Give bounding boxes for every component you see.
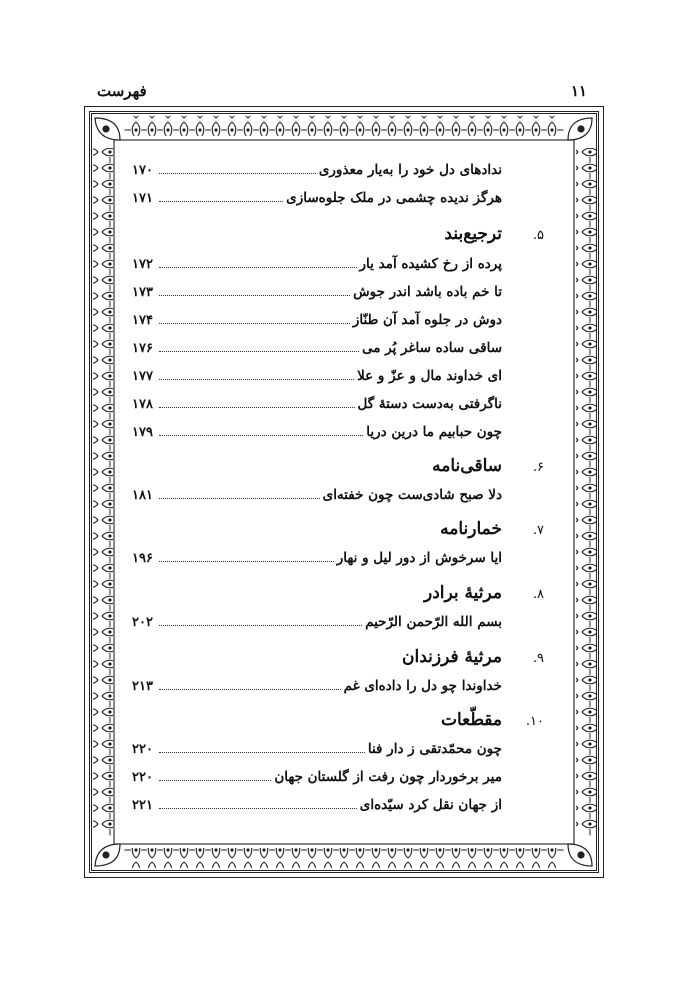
toc-entry[interactable] — [132, 284, 502, 306]
toc-entry[interactable] — [132, 678, 502, 700]
dot-leader — [159, 771, 271, 781]
section-number: ۵. — [532, 228, 544, 243]
toc-entry-page: ۱۷۹ — [132, 425, 153, 440]
toc-entry-page: ۲۱۳ — [132, 679, 153, 694]
toc-entry-page: ۲۲۰ — [132, 770, 153, 785]
toc-entry[interactable] — [132, 368, 502, 390]
toc-section-heading[interactable] — [132, 224, 544, 250]
section-number: ۸. — [532, 587, 544, 602]
toc-entry-title: تا خم باده باشد اندر جوش — [353, 284, 502, 300]
toc-entry[interactable] — [132, 396, 502, 418]
toc-entry[interactable] — [132, 487, 502, 509]
dot-leader — [159, 342, 359, 352]
page-number: ۱۱ — [570, 82, 587, 100]
dot-leader — [159, 258, 357, 268]
dot-leader — [159, 286, 350, 296]
toc-entry-title: خداوندا چو دل را داده‌ای غم — [343, 678, 502, 694]
toc-entry-page: ۱۷۲ — [132, 257, 153, 272]
toc-entry-title: ساقی ساده ساغر پُر می — [361, 340, 502, 356]
toc-section-heading[interactable] — [132, 456, 544, 482]
dot-leader — [159, 164, 316, 174]
toc-entry-page: ۱۷۷ — [132, 369, 153, 384]
section-title: مرثیهٔ برادر — [424, 583, 502, 603]
toc-entry-title: هرگز ندیده چشمی در ملک جلوه‌سازی — [286, 190, 502, 206]
dot-leader — [159, 314, 350, 324]
section-title: مرثیهٔ فرزندان — [402, 647, 502, 667]
toc-entry-page: ۱۸۱ — [132, 488, 153, 503]
section-number: ۷. — [532, 523, 544, 538]
dot-leader — [159, 799, 357, 809]
toc-section-heading[interactable] — [132, 710, 544, 736]
toc-entry-page: ۲۲۱ — [132, 798, 153, 813]
toc-entry-title: پرده از رخ کشیده آمد یار — [359, 256, 502, 272]
toc-entry-page: ۱۷۳ — [132, 285, 153, 300]
section-number: ۶. — [532, 460, 544, 475]
toc-entry-title: ندادهای دل خود را به‌یار معذوری — [318, 162, 502, 178]
toc-entry[interactable] — [132, 256, 502, 278]
section-number: ۱۰. — [525, 714, 544, 729]
toc-entry[interactable] — [132, 312, 502, 334]
toc-section-heading[interactable] — [132, 519, 544, 545]
toc-entry-page: ۱۹۶ — [132, 551, 153, 566]
dot-leader — [159, 743, 365, 753]
toc-entry-page: ۲۲۰ — [132, 742, 153, 757]
toc-entry-title: ای خداوند مال و عزّ و علا — [357, 368, 502, 384]
toc-entry-page: ۱۷۰ — [132, 163, 153, 178]
section-title: مقطّعات — [440, 710, 502, 730]
toc-entry-title: دوش در جلوه آمد آن طنّاز — [352, 312, 502, 328]
toc-entry[interactable] — [132, 741, 502, 763]
toc-entry[interactable] — [132, 797, 502, 819]
toc-section-heading[interactable] — [132, 583, 544, 609]
toc-entry-page: ۱۷۶ — [132, 341, 153, 356]
section-number: ۹. — [532, 651, 544, 666]
dot-leader — [159, 370, 354, 380]
toc-entry[interactable] — [132, 769, 502, 791]
toc-entry-title: ایا سرخوش از دور لیل و نهار — [336, 550, 502, 566]
toc-entry-page: ۲۰۲ — [132, 615, 153, 630]
dot-leader — [159, 616, 362, 626]
dot-leader — [159, 398, 355, 408]
toc-entry-page: ۱۷۴ — [132, 313, 153, 328]
toc-entry[interactable] — [132, 550, 502, 572]
section-title: خمارنامه — [440, 519, 502, 539]
section-title: ساقی‌نامه — [432, 456, 502, 476]
toc-entry-title: میر برخوردار چون رفت از گلستان جهان — [274, 769, 502, 785]
dot-leader — [159, 680, 341, 690]
toc-entry[interactable] — [132, 340, 502, 362]
dot-leader — [159, 489, 320, 499]
toc-entry-title: چون محمّدتقی ز دار فنا — [367, 741, 502, 757]
toc-entry-page: ۱۷۱ — [132, 191, 153, 206]
toc-entry-title: دلا صبح شادی‌ست چون خفته‌ای — [322, 487, 502, 503]
dot-leader — [159, 552, 334, 562]
toc-entry-page: ۱۷۸ — [132, 397, 153, 412]
toc-entry-title: بسم الله الرّحمن الرّحیم — [365, 614, 502, 630]
toc-entry[interactable] — [132, 614, 502, 636]
toc-entry-title: ناگرفتی به‌دست دستهٔ گل — [357, 396, 502, 412]
toc-entry-title: چون حبابیم ما درین دریا — [366, 424, 502, 440]
toc-entry[interactable] — [132, 424, 502, 446]
dot-leader — [159, 192, 283, 202]
dot-leader — [159, 426, 363, 436]
running-header-title: فهرست — [97, 82, 147, 100]
toc-section-heading[interactable] — [132, 647, 544, 673]
section-title: ترجیع‌بند — [444, 224, 502, 244]
toc-entry[interactable] — [132, 190, 502, 212]
toc-entry[interactable] — [132, 162, 502, 184]
running-header — [95, 78, 591, 107]
toc-entry-title: از جهان نقل کرد سیّده‌ای — [359, 797, 502, 813]
